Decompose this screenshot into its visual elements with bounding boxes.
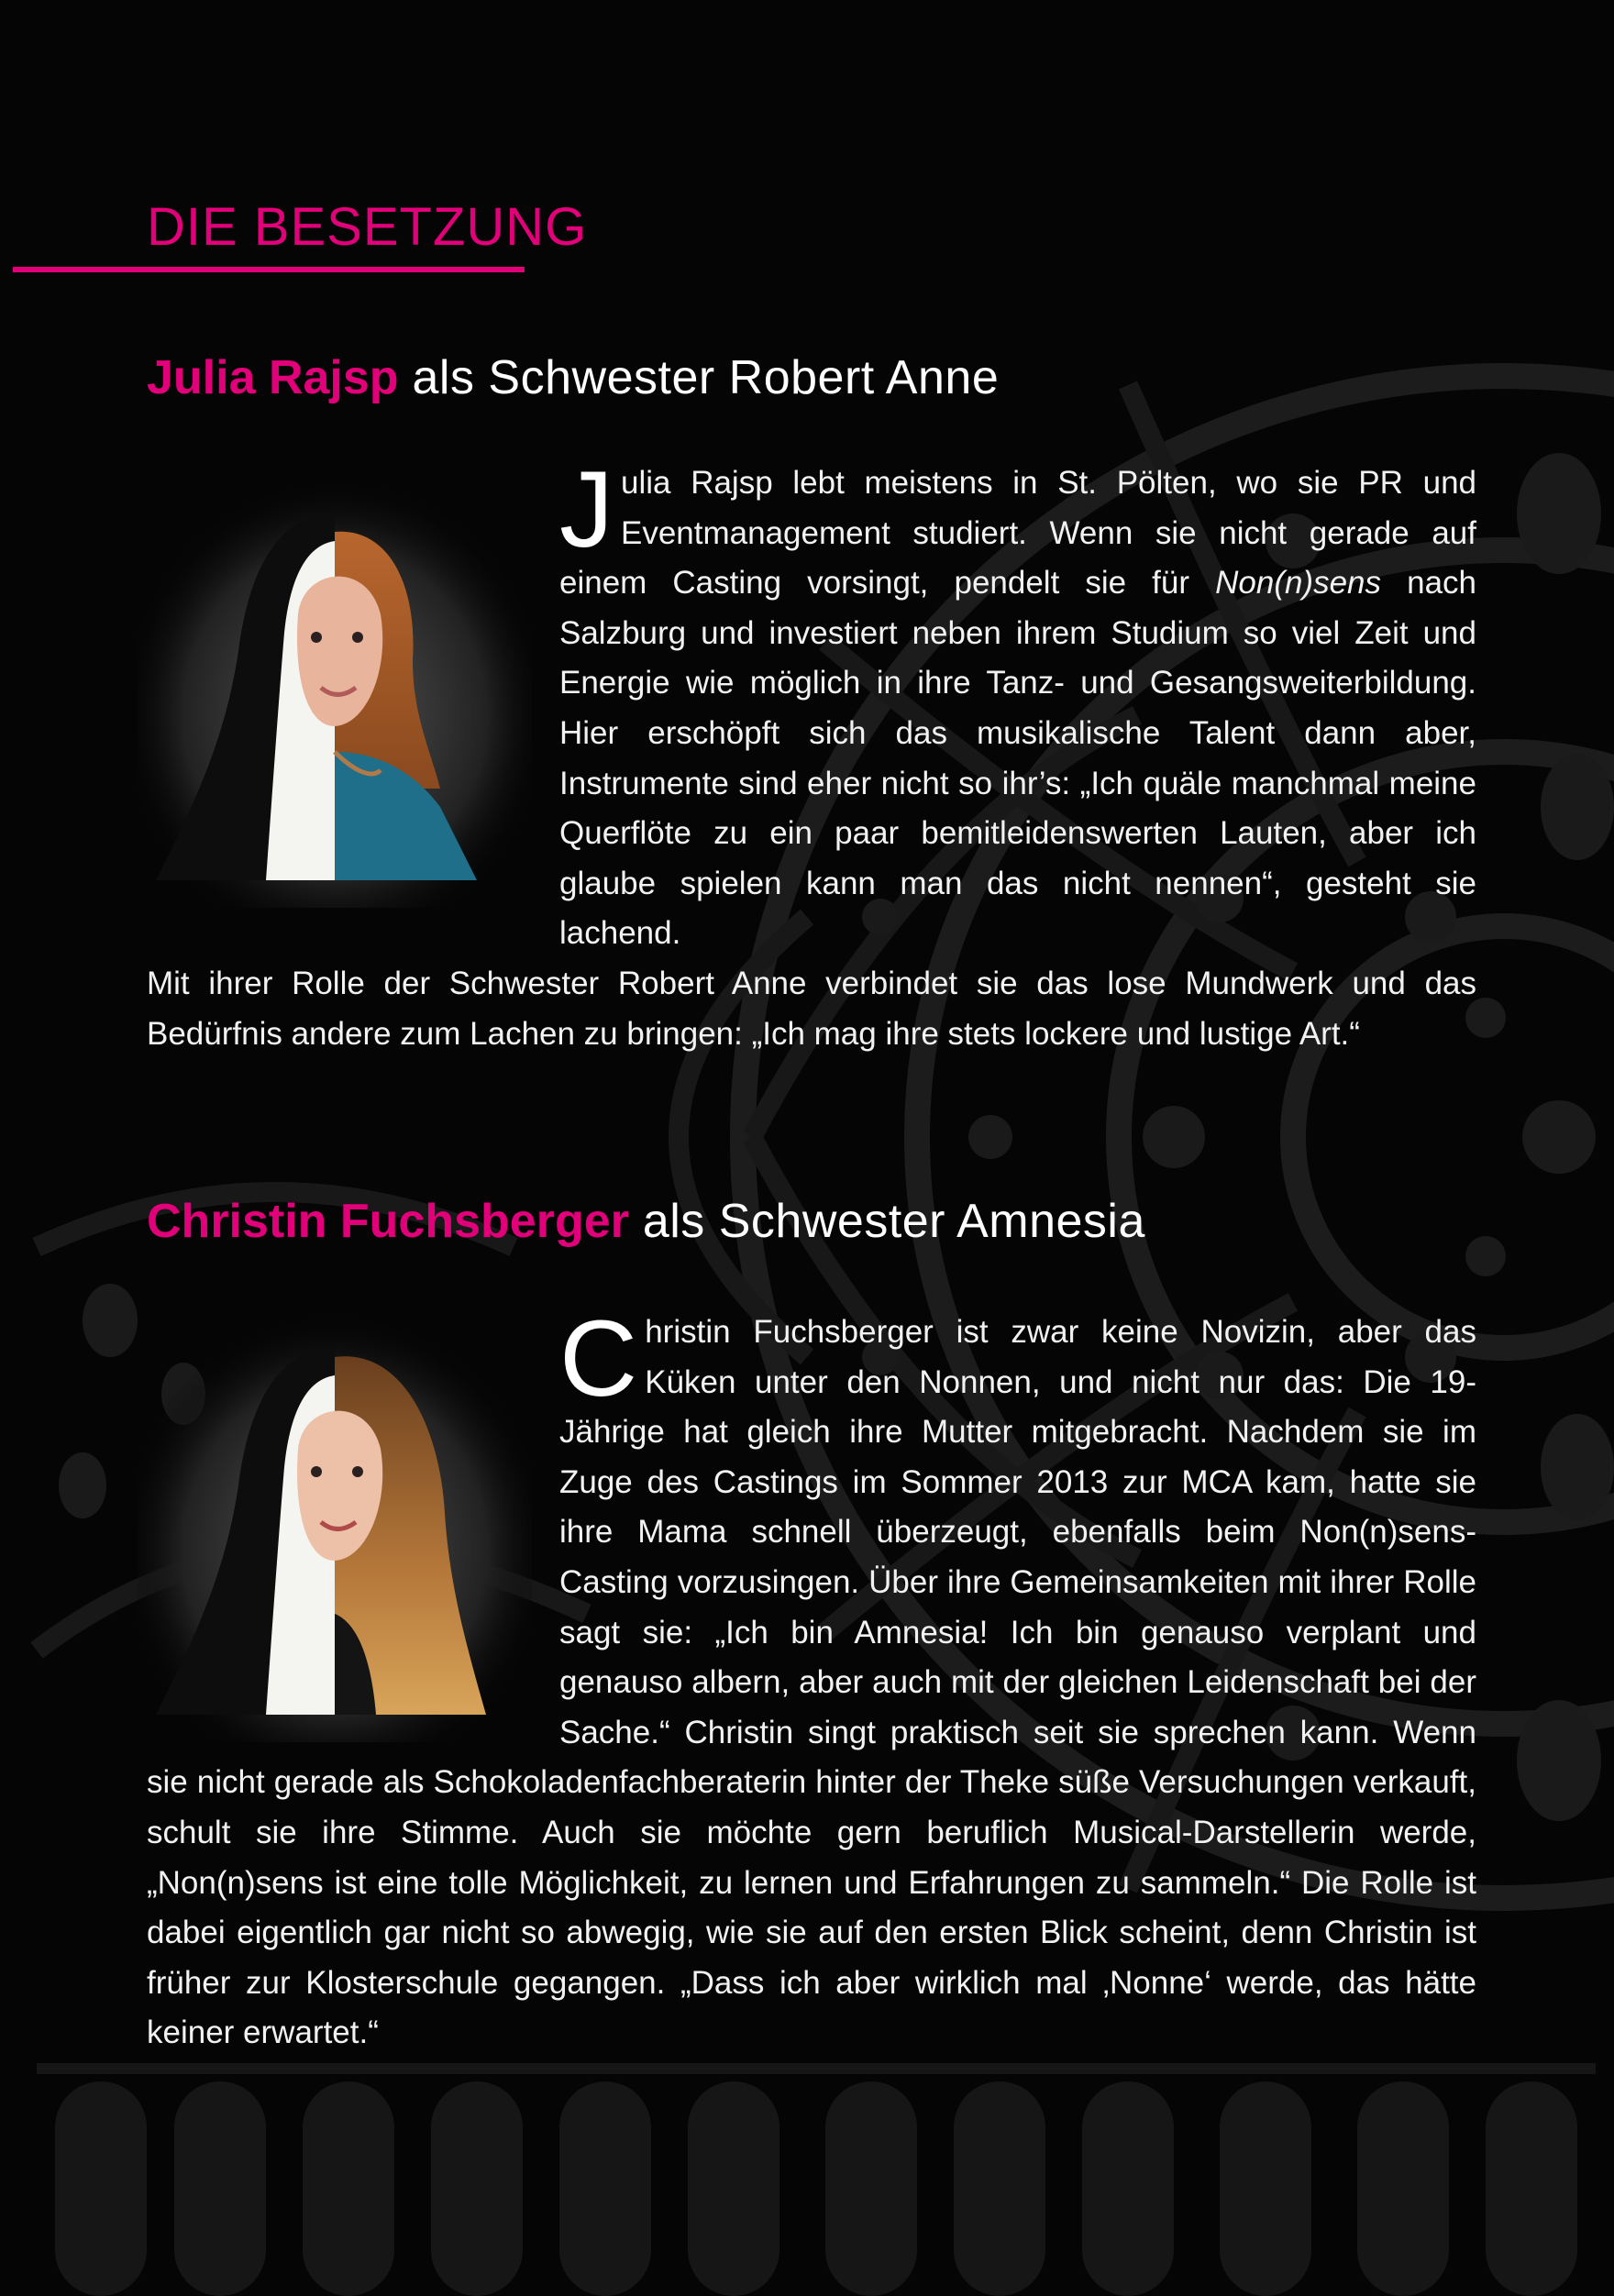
cast-role: als Schwester Robert Anne (398, 351, 1000, 404)
bio-christin (147, 1298, 1476, 2059)
cast-heading-julia (147, 350, 999, 405)
dropcap: J (559, 449, 614, 570)
dropcap: C (559, 1298, 638, 1419)
portrait-spacer (147, 458, 559, 915)
bio-text: Christin singt praktisch seit sie sprechen kann. Wenn sie nicht gerade als Schokoladenfachberaterin hinter der Theke süße Versuchungen verkauft, schult sie ihre Stimme. Auch sie möchte gern beruflich Musical-Darstellerin werde, „Non(n)sens ist eine tolle Möglichkeit, zu lernen und Erfahrungen zu sammeln.“ Die Rolle ist dabei eigentlich gar nicht so abwegig, wie sie auf den ersten Blick scheint, denn Christin ist früher zur Klosterschule gegangen. „Dass ich aber wirklich mal ‚Nonne‘ werde, das hätte keiner erwartet.“ (147, 1714, 1476, 2051)
cast-name: Julia Rajsp (147, 351, 399, 404)
bio-text: ulia Rajsp lebt meistens in St. Pölten, wo sie PR und Eventmanagement studiert. Wenn sie nicht gerade auf einem Casting vorsingt, pendelt sie für (559, 465, 1476, 602)
page-title: DIE BESETZUNG (147, 197, 588, 257)
bio-text: hristin Fuchsberger ist zwar keine Novizin, aber das Küken unter den Nonnen, und nicht nur das: Die 19-Jährige hat gleich ihre Mutter mitgebracht. Nachdem sie im Zuge des Castings im Sommer 2013 zur MCA kam, hatte sie ihre Mama schnell überzeugt, ebenfalls beim Non(n)sens-Casting vorzusingen. Über ihre Gemeinsamkeiten mit ihrer Rolle sagt sie: „Ich bin Amnesia! Ich bin genauso verplant und genauso albern, aber auch mit der gleichen Leidenschaft bei der Sache.“ (559, 1314, 1476, 1750)
bio-julia (147, 449, 1476, 1059)
cast-name: Christin Fuchsberger (147, 1195, 629, 1248)
cast-heading-christin (147, 1194, 1145, 1249)
cast-role: als Schwester Amnesia (628, 1195, 1145, 1248)
bio-text: nach Salzburg und investiert neben ihrem Studium so viel Zeit und Energie wie möglich in ihre Tanz- und Gesangsweiterbildung. Hier erschöpft sich das musikalische Talent dann aber, Instrumente sind eher nicht so ihr’s: „Ich quäle manchmal meine Querflöte zu ein paar bemitleidenswerten Lauten, aber ich glaube spielen kann man das nicht nennen“, gesteht sie lachend. (559, 565, 1476, 952)
title-underline (13, 267, 525, 272)
portrait-spacer (147, 1308, 559, 1739)
bio-title-italic: Non(n)sens (1215, 565, 1382, 602)
bio-paragraph: Mit ihrer Rolle der Schwester Robert Anne verbindet sie das lose Mundwerk und das Bedürfnis andere zum Lachen zu bringen: „Ich mag ihre stets lockere und lustige Art.“ (147, 965, 1476, 1052)
